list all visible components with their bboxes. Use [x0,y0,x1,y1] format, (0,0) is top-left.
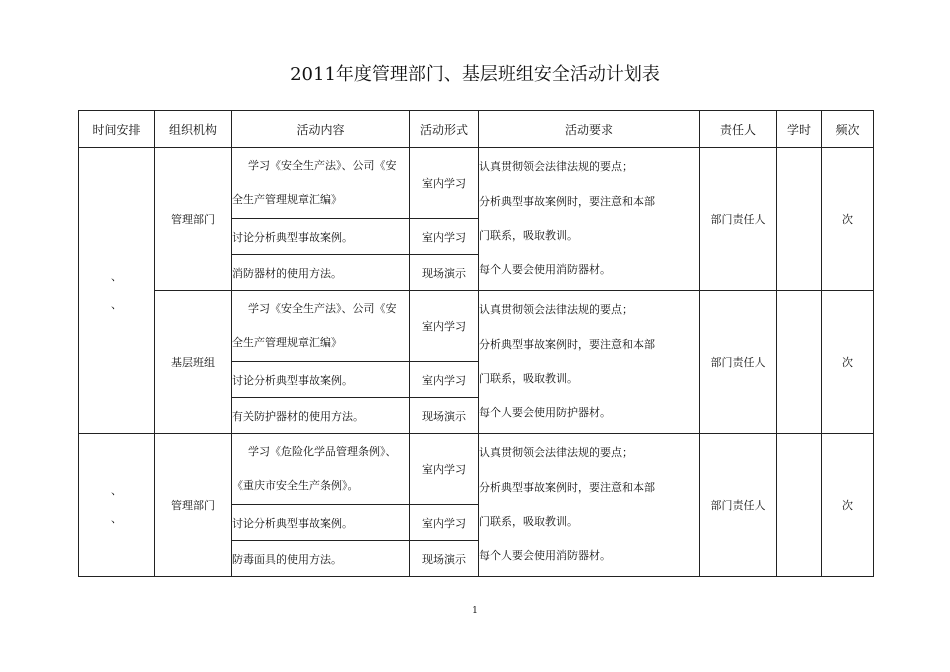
col-header-requirement: 活动要求 [479,111,700,148]
owner-cell: 部门责任人 [700,291,777,434]
col-header-frequency: 频次 [822,111,874,148]
content-cell: 讨论分析典型事故案例。 [232,219,410,255]
time-cell: 、 、 [79,148,155,434]
table-row [79,148,874,219]
form-cell: 室内学习 [410,505,479,541]
org-cell: 基层班组 [155,291,232,434]
col-header-org: 组织机构 [155,111,232,148]
owner-cell: 部门责任人 [700,148,777,291]
form-cell: 室内学习 [410,291,479,362]
form-cell: 室内学习 [410,219,479,255]
table-row [79,291,874,362]
table-row [79,434,874,505]
content-cell: 有关防护器材的使用方法。 [232,398,410,434]
form-cell: 室内学习 [410,434,479,505]
page-number: 1 [472,606,478,616]
frequency-cell: 次 [822,434,874,577]
org-cell: 管理部门 [155,434,232,577]
requirement-cell: 认真贯彻领会法律法规的要点； 分析典型事故案例时，要注意和本部 门联系，吸取教训。 每个人要会使用防护器材。 [479,291,700,434]
col-header-owner: 责任人 [700,111,777,148]
hours-cell [777,291,822,434]
content-cell: 讨论分析典型事故案例。 [232,362,410,398]
table-header-row [79,111,874,148]
form-cell: 现场演示 [410,255,479,291]
owner-cell: 部门责任人 [700,434,777,577]
content-cell: 学习《安全生产法》、公司《安 全生产管理规章汇编》 [232,148,410,219]
requirement-cell: 认真贯彻领会法律法规的要点； 分析典型事故案例时，要注意和本部 门联系，吸取教训。 每个人要会使用消防器材。 [479,434,700,577]
requirement-cell: 认真贯彻领会法律法规的要点； 分析典型事故案例时，要注意和本部 门联系，吸取教训。 每个人要会使用消防器材。 [479,148,700,291]
col-header-time: 时间安排 [79,111,155,148]
col-header-form: 活动形式 [410,111,479,148]
content-cell: 学习《危险化学品管理条例》、 《重庆市安全生产条例》。 [232,434,410,505]
activity-plan-table [78,110,874,577]
col-header-hours: 学时 [777,111,822,148]
hours-cell [777,434,822,577]
org-cell: 管理部门 [155,148,232,291]
frequency-cell: 次 [822,291,874,434]
content-cell: 学习《安全生产法》、公司《安 全生产管理规章汇编》 [232,291,410,362]
content-cell: 消防器材的使用方法。 [232,255,410,291]
content-cell: 讨论分析典型事故案例。 [232,505,410,541]
frequency-cell: 次 [822,148,874,291]
hours-cell [777,148,822,291]
form-cell: 现场演示 [410,398,479,434]
form-cell: 现场演示 [410,541,479,577]
form-cell: 室内学习 [410,148,479,219]
time-cell: 、 、 [79,434,155,577]
page-title: 2011年度管理部门、基层班组安全活动计划表 [290,64,660,85]
form-cell: 室内学习 [410,362,479,398]
col-header-content: 活动内容 [232,111,410,148]
content-cell: 防毒面具的使用方法。 [232,541,410,577]
